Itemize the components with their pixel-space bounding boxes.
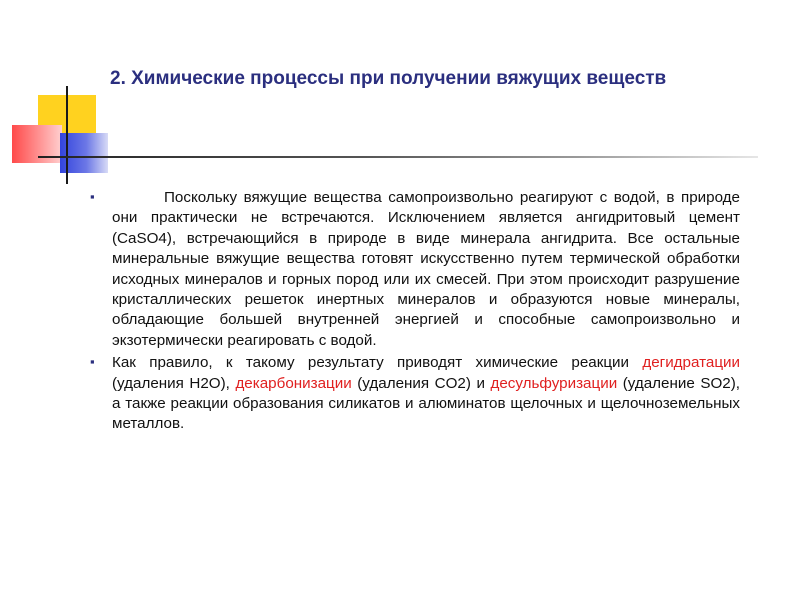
bullet-paragraph-2 <box>88 353 740 435</box>
paragraph-2-text-2: (удаления H2O), <box>112 374 236 392</box>
paragraph-2-text-1: Как правило, к такому результату приводят химические реакции <box>112 354 643 372</box>
title-underline <box>38 156 758 158</box>
term-decarbonization: декарбонизации <box>235 374 352 392</box>
slide-body <box>88 188 740 437</box>
paragraph-1-text: Поскольку вяжущие вещества самопроизвольно реагируют с водой, в природе они практически не встречаются. Исключением является ангидритовый цемент (CaSO4), встречающийся в природе в виде минерала ангидрита. Все остальные минеральные вяжущие вещества готовят искусственно путем термической обработки исходных минералов и горных пород или их смесей. При этом происходит разрушение кристаллических решеток инертных минералов и образуются новые минералы, обладающие большей внутренней энергией и способные самопроизвольно и экзотермически реагировать с водой. <box>112 189 740 349</box>
term-desulfurization: десульфуризации <box>490 374 618 392</box>
bullet-paragraph-1 <box>88 188 740 351</box>
square-bullet-icon: ▪ <box>90 189 95 204</box>
paragraph-2-text-4: (удаление SO2), а также реакции образования силикатов и алюминатов щелочных и щелочноземельных металлов. <box>112 374 740 433</box>
decor-vertical-line <box>66 86 68 184</box>
slide-title: 2. Химические процессы при получении вяжущих веществ <box>110 68 667 89</box>
square-bullet-icon: ▪ <box>90 354 95 370</box>
paragraph-2-text-3: (удаления CO2) и <box>351 374 491 392</box>
term-dehydration: дегидратации <box>642 354 740 372</box>
